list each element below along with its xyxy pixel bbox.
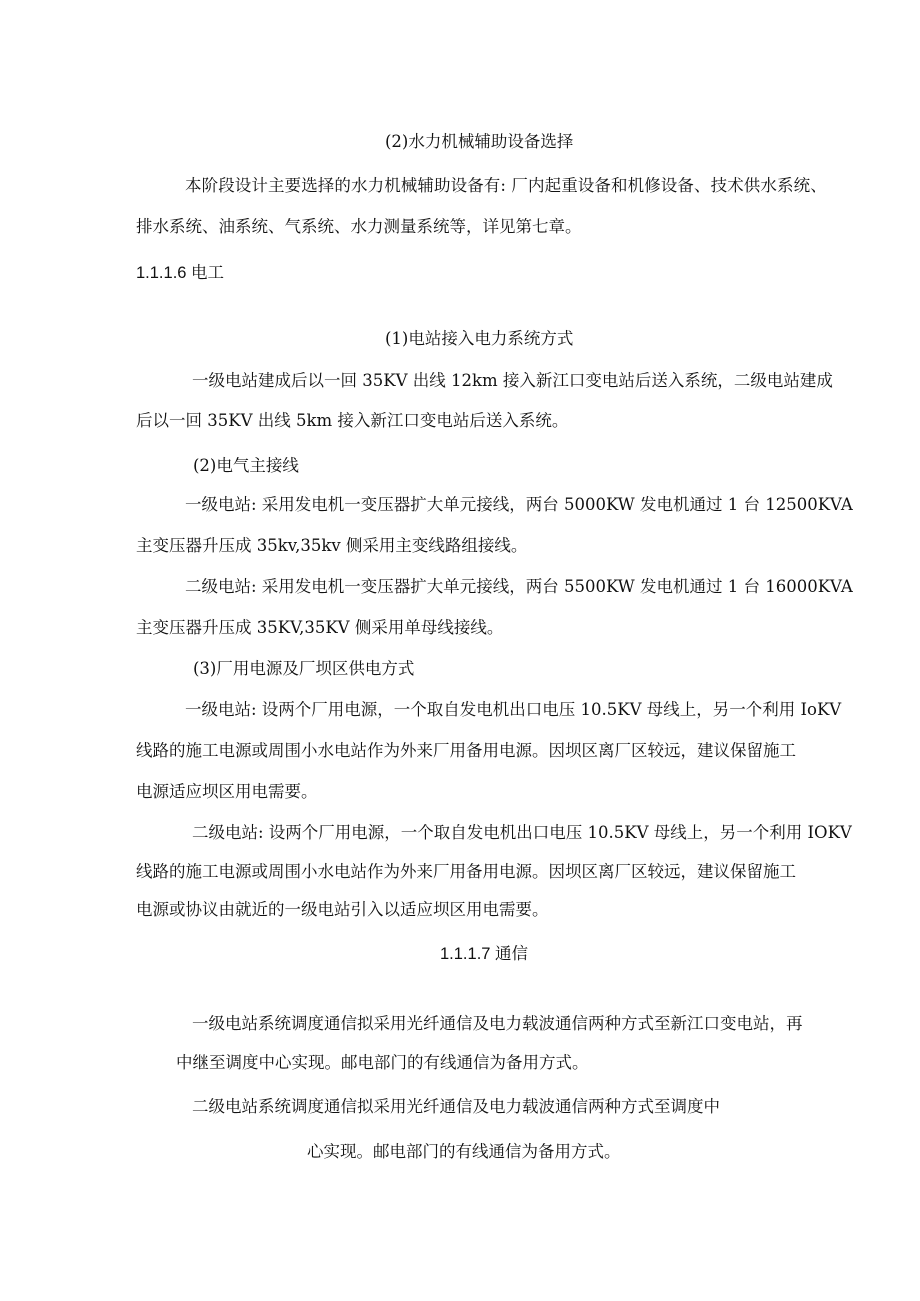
main-wiring-station2-line-1: 二级电站: 采用发电机一变压器扩大单元接线，两台 5500KW 发电机通过 1 台 16000KVA bbox=[185, 577, 853, 596]
communication-station2-line-1: 二级电站系统调度通信拟采用光纤通信及电力载波通信两种方式至调度中 bbox=[192, 1097, 720, 1116]
hydro-aux-heading: (2)水力机械辅助设备选择 bbox=[385, 132, 574, 151]
hydro-aux-line-2: 排水系统、油系统、气系统、水力测量系统等，详见第七章。 bbox=[136, 217, 582, 236]
main-wiring-station1-line-1: 一级电站: 采用发电机一变压器扩大单元接线，两台 5000KW 发电机通过 1 台 12500KVA bbox=[185, 495, 853, 514]
grid-connection-line-2: 后以一回 35KV 出线 5km 接入新江口变电站后送入系统。 bbox=[136, 411, 569, 430]
communication-station1-line-2: 中继至调度中心实现。邮电部门的有线通信为备用方式。 bbox=[176, 1053, 589, 1072]
communication-station1-line-1: 一级电站系统调度通信拟采用光纤通信及电力载波通信两种方式至新江口变电站，再 bbox=[192, 1014, 803, 1033]
station-power-station2-line-2: 线路的施工电源或周围小水电站作为外来厂用备用电源。因坝区离厂区较远，建议保留施工 bbox=[136, 862, 796, 881]
electrical-heading: 1.1.1.6 电工 bbox=[136, 264, 225, 282]
station-power-station2-line-3: 电源或协议由就近的一级电站引入以适应坝区用电需要。 bbox=[136, 900, 549, 919]
station-power-station1-line-2: 线路的施工电源或周围小水电站作为外来厂用备用电源。因坝区离厂区较远，建议保留施工 bbox=[136, 741, 796, 760]
station-power-station1-line-3: 电源适应坝区用电需要。 bbox=[136, 782, 318, 801]
station-power-heading: (3)厂用电源及厂坝区供电方式 bbox=[193, 659, 415, 678]
grid-connection-line-1: 一级电站建成后以一回 35KV 出线 12km 接入新江口变电站后送入系统，二级电站建成 bbox=[192, 371, 833, 390]
communication-station2-line-2: 心实现。邮电部门的有线通信为备用方式。 bbox=[307, 1142, 621, 1161]
main-wiring-station1-line-2: 主变压器升压成 35kv,35kv 侧采用主变线路组接线。 bbox=[136, 536, 528, 555]
grid-connection-heading: (1)电站接入电力系统方式 bbox=[385, 329, 574, 348]
station-power-station2-line-1: 二级电站: 设两个厂用电源，一个取自发电机出口电压 10.5KV 母线上，另一个利用 IOKV bbox=[192, 823, 852, 842]
main-wiring-station2-line-2: 主变压器升压成 35KV,35KV 侧采用单母线接线。 bbox=[136, 618, 504, 637]
station-power-station1-line-1: 一级电站: 设两个厂用电源，一个取自发电机出口电压 10.5KV 母线上，另一个利用 IoKV bbox=[185, 700, 842, 719]
hydro-aux-line-1: 本阶段设计主要选择的水力机械辅助设备有: 厂内起重设备和机修设备、技术供水系统、 bbox=[185, 176, 827, 195]
main-wiring-heading: (2)电气主接线 bbox=[193, 456, 299, 475]
communication-heading: 1.1.1.7 通信 bbox=[440, 945, 529, 963]
